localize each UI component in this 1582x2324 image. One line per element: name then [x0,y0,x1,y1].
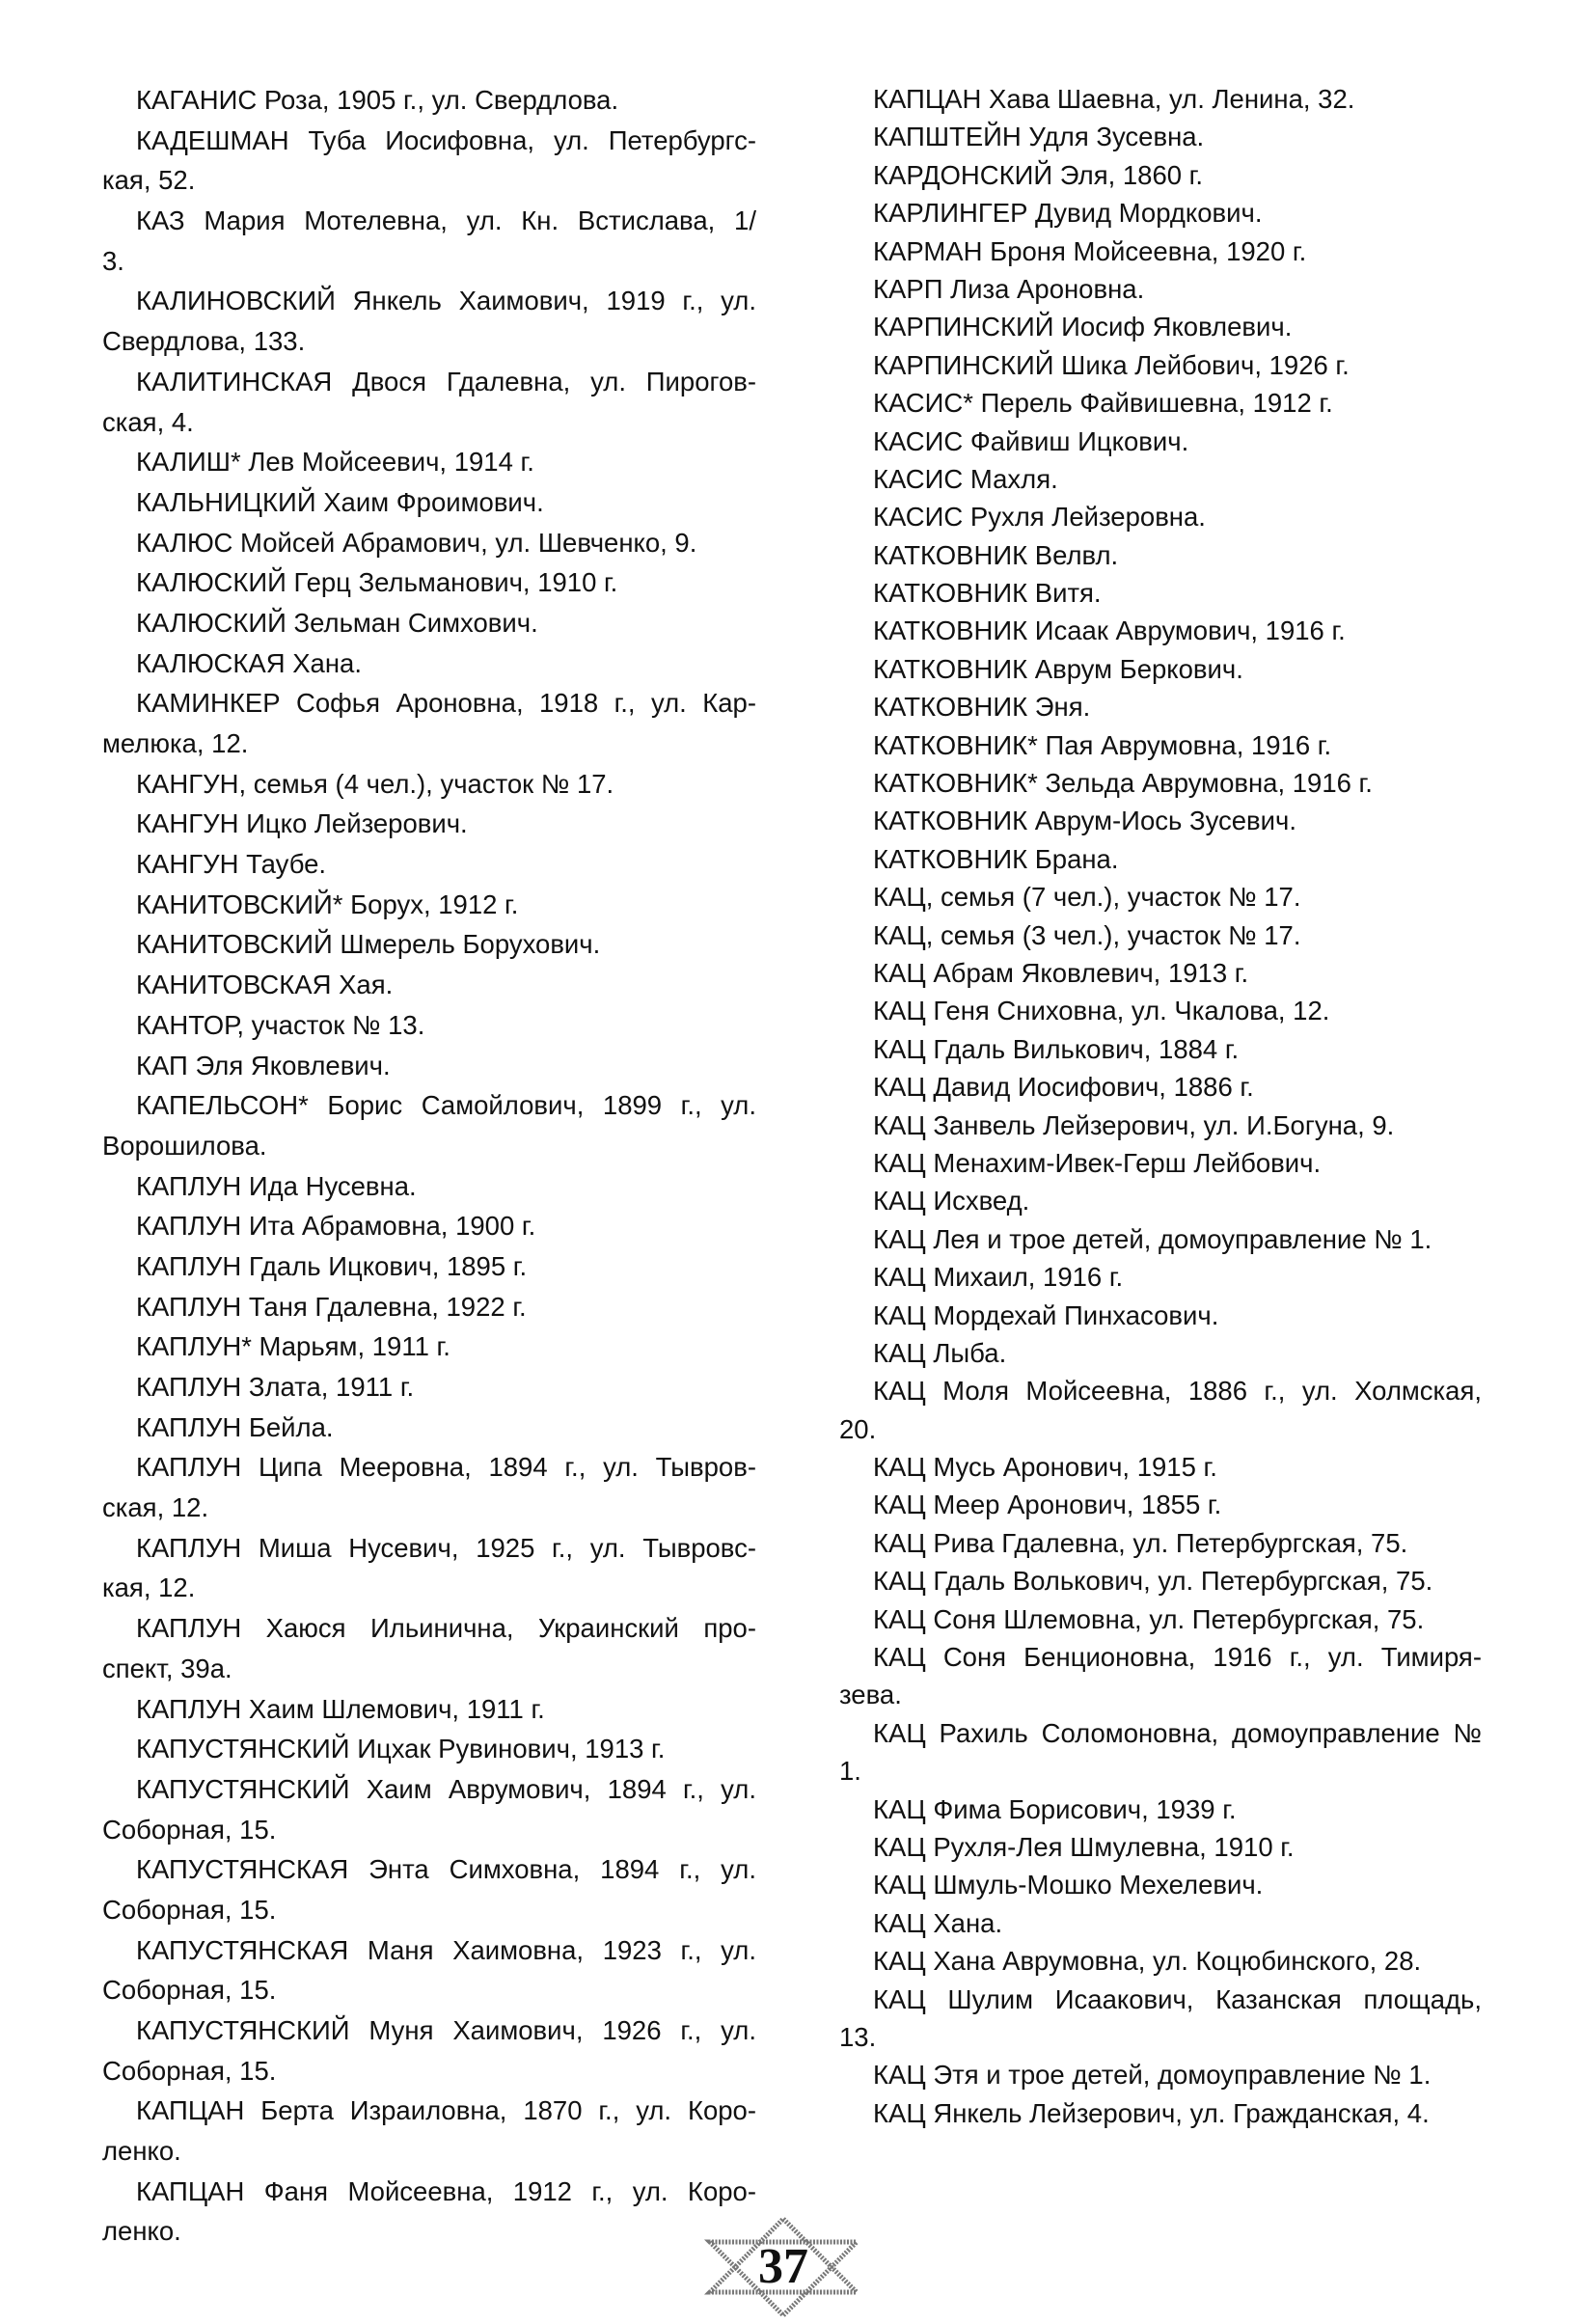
entry-line: КАПЦАН Фаня Мойсеевна, 1912 г., ул. Коро- [136,2175,756,2206]
entry [102,804,756,844]
entry [839,270,1482,308]
entry-continuation-line: мелюка, 12. [102,728,249,758]
entry [839,1828,1482,1866]
entry [839,1866,1482,1903]
entry-line: КАЦ Лыба. [873,1337,1007,1368]
entry-line: КАТКОВНИК Витя. [873,578,1102,609]
entry-continuation-line: 20. [839,1413,877,1444]
entry-line: КАПЛУН Ципа Мееровна, 1894 г., ул. Тывров- [136,1452,756,1483]
entry-line: КАСИС Рухля Лейзеровна. [873,502,1206,533]
entry-line: КАПУСТЯНСКАЯ Маня Хаимовна, 1923 г., ул. [136,1934,756,1965]
entry-line: КАЦ Гдаль Вилькович, 1884 г. [873,1033,1240,1064]
entry-line: КАСИС* Перель Файвишевна, 1912 г. [873,388,1333,419]
entry-line: КАГАНИС Роза, 1905 г., ул. Свердлова. [136,85,619,115]
entry [102,1246,756,1287]
entry [102,2172,756,2252]
entry [102,362,756,442]
page-number: 37 [758,2239,808,2294]
entry-line: КАЛИШ* Лев Мойсеевич, 1914 г. [136,447,534,478]
entry [839,1107,1482,1144]
entry-line: КАПУСТЯНСКАЯ Энта Симховна, 1894 г., ул. [136,1854,756,1885]
entry-line: КАЦ Этя и трое детей, домоуправление № 1. [873,2060,1432,2091]
entry-line: КАЦ Хана Аврумовна, ул. Коцюбинского, 28. [873,1946,1422,1977]
entry [839,118,1482,155]
entry-line: КАСИС Файвиш Ицкович. [873,425,1189,456]
entry-line: КАЦ Занвель Лейзерович, ул. И.Богуна, 9. [873,1109,1395,1140]
entry-line: КАТКОВНИК Аврум-Иось Зусевич. [873,806,1296,836]
entry-line: КАДЕШМАН Туба Иосифовна, ул. Петербургс- [136,124,756,155]
entry [102,1408,756,1448]
entry-line: КАЦ Янкель Лейзерович, ул. Гражданская, 4. [873,2097,1430,2128]
entry [839,1334,1482,1372]
entry [102,1085,756,1165]
entry-continuation-line: Ворошилова. [102,1130,267,1161]
entry [102,442,756,482]
left-column [102,80,756,2252]
entry [839,1297,1482,1334]
entry-line: КАЦ Абрам Яковлевич, 1913 г. [873,957,1249,988]
entry-line: КАЦ Исхвед. [873,1186,1030,1217]
entry-line: КАЛЮС Мойсей Абрамович, ул. Шевченко, 9. [136,527,697,558]
entry [839,574,1482,612]
entry [102,2091,756,2171]
entry [839,423,1482,460]
entry-line: КАПЛУН Хаим Шлемович, 1911 г. [136,1693,545,1724]
entry-line: КАЦ Геня Сниховна, ул. Чкалова, 12. [873,996,1330,1026]
entry-line: КАЦ Моля Мойсеевна, 1886 г., ул. Холмская, [873,1376,1482,1407]
entry-line: КАЦ Меер Аронович, 1855 г. [873,1490,1222,1520]
entry [839,612,1482,649]
entry-continuation-line: Соборная, 15. [102,1894,277,1925]
entry [839,308,1482,345]
entry [839,1904,1482,1942]
entry-line: КАЦ Гдаль Волькович, ул. Петербургская, 75. [873,1566,1433,1597]
entry-line: КАЛИНОВСКИЙ Янкель Хаимович, 1919 г., ул. [136,286,756,316]
entry [102,1287,756,1327]
entry [102,1005,756,1046]
entry-line: КАРПИНСКИЙ Шика Лейбович, 1926 г. [873,349,1350,380]
entry [839,650,1482,688]
entry-line: КАТКОВНИК Аврум Беркович. [873,653,1243,684]
entry [839,194,1482,232]
entry [839,1182,1482,1219]
entry-continuation-line: 3. [102,245,124,276]
entry-line: КАЦ Шмуль-Мошко Мехелевич. [873,1870,1264,1900]
entry [839,156,1482,194]
entry [839,1562,1482,1599]
entry-continuation-line: зева. [839,1680,902,1710]
entry-line: КАТКОВНИК Велвл. [873,539,1119,570]
entry [839,1144,1482,1182]
entry [839,992,1482,1029]
entry-line: КАНИТОВСКИЙ* Борух, 1912 г. [136,889,519,919]
entry-line: КАЛЮСКАЯ Хана. [136,647,362,678]
entry-line: КАПШТЕЙН Удля Зусевна. [873,122,1205,152]
entry-line: КАПЛУН Хаюся Ильинична, Украинский про- [136,1613,756,1644]
entry-line: КАПУСТЯНСКИЙ Хаим Аврумович, 1894 г., ул. [136,1773,756,1804]
entry-continuation-line: Соборная, 15. [102,1814,277,1845]
entry [839,688,1482,725]
entry-continuation-line: кая, 12. [102,1572,196,1603]
entry-continuation-line: ская, 12. [102,1492,209,1523]
entry-continuation-line: Соборная, 15. [102,2055,277,2086]
entry-line: КАПЦАН Берта Израиловна, 1870 г., ул. Коро- [136,2095,756,2126]
entry-line: КАПЛУН Миша Нусевич, 1925 г., ул. Тывровс- [136,1532,756,1563]
entry [839,1258,1482,1296]
entry [102,764,756,805]
entry [839,1600,1482,1638]
entry [839,1448,1482,1486]
entry [102,2010,756,2091]
entry-line: КАПЛУН Ида Нусевна. [136,1170,417,1201]
entry [102,1166,756,1207]
entry [102,603,756,643]
entry-line: КАП Эля Яковлевич. [136,1050,391,1080]
entry [839,1791,1482,1828]
entry-line: КАНГУН Ицко Лейзерович. [136,808,468,839]
entry [102,1326,756,1367]
entry [102,1528,756,1608]
entry-line: КАНГУН Таубе. [136,849,327,880]
entry [102,562,756,603]
entry-line: КАЦ Хана. [873,1907,1003,1938]
entry [102,80,756,121]
entry [839,1220,1482,1258]
entry-line: КАПЛУН Злата, 1911 г. [136,1372,415,1402]
entry-line: КАТКОВНИК Исаак Аврумович, 1916 г. [873,615,1346,646]
entry [839,916,1482,954]
entry-line: КАЦ Фима Борисович, 1939 г. [873,1793,1237,1824]
entry-line: КАТКОВНИК* Пая Аврумовна, 1916 г. [873,729,1332,760]
entry [102,965,756,1005]
entry-continuation-line: Соборная, 15. [102,1975,277,2006]
entry [839,2094,1482,2132]
entry-line: КАПЛУН Бейла. [136,1411,334,1442]
entry-line: КАНТОР, участок № 13. [136,1009,425,1040]
entry-continuation-line: кая, 52. [102,165,196,196]
entry-line: КАРДОНСКИЙ Эля, 1860 г. [873,159,1203,190]
entry [839,954,1482,992]
entry [839,1638,1482,1714]
entry [839,384,1482,422]
entry [839,1486,1482,1523]
entry [102,482,756,523]
entry [102,885,756,925]
entry [839,726,1482,764]
entry [839,878,1482,916]
entry [839,802,1482,839]
right-column [839,80,1482,2132]
entry-line: КАЗ Мария Мотелевна, ул. Кн. Встислава, 1/ [136,205,756,236]
entry-line: КАРМАН Броня Мойсеевна, 1920 г. [873,235,1307,266]
entry [102,523,756,563]
entry-continuation-line: ленко. [102,2216,181,2247]
entry-line: КАСИС Махля. [873,463,1058,494]
entry [102,201,756,281]
entry [839,1068,1482,1106]
entry [839,1981,1482,2057]
entry-line: КАНИТОВСКАЯ Хая. [136,970,394,1000]
entry [102,121,756,201]
entry-line: КАЦ Шулим Исаакович, Казанская площадь, [873,1983,1482,2014]
entry-continuation-line: Свердлова, 133. [102,326,306,357]
entry [839,536,1482,574]
entry [102,281,756,361]
entry-line: КАЦ, семья (3 чел.), участок № 17. [873,919,1301,950]
entry [839,1030,1482,1068]
entry-line: КАЦ Давид Иосифович, 1886 г. [873,1072,1254,1103]
entry-line: КАЦ Рахиль Соломоновна, домоуправление № [873,1717,1482,1748]
entry-line: КАТКОВНИК Брана. [873,843,1119,874]
entry-line: КАПЛУН Ита Абрамовна, 1900 г. [136,1211,536,1242]
entry [839,840,1482,878]
entry [839,80,1482,118]
entry-line: КАЦ Соня Бенционовна, 1916 г., ул. Тимиря- [873,1642,1482,1673]
entry-line: КАЦ Рухля-Лея Шмулевна, 1910 г. [873,1831,1295,1862]
entry [839,460,1482,498]
entry-line: КАЦ Соня Шлемовна, ул. Петербургская, 75. [873,1603,1425,1634]
entry-line: КАЦ Рива Гдалевна, ул. Петербургская, 75. [873,1527,1408,1558]
entry [102,683,756,763]
entry [839,232,1482,270]
entry [839,764,1482,802]
entry-line: КАРП Лиза Ароновна. [873,273,1145,304]
entry-continuation-line: 1. [839,1756,861,1787]
entry [102,1046,756,1086]
entry [102,1930,756,2010]
entry-continuation-line: ская, 4. [102,406,194,437]
entry-line: КАЦ, семья (7 чел.), участок № 17. [873,882,1301,913]
entry [102,1849,756,1929]
entry [102,1689,756,1730]
entry-line: КАПЛУН Гдаль Ицкович, 1895 г. [136,1250,528,1281]
page-number-ornament [703,2215,863,2319]
entry-line: КАРПИНСКИЙ Иосиф Яковлевич. [873,312,1293,342]
entry [102,1206,756,1246]
entry-line: КАРЛИНГЕР Дувид Мордкович. [873,198,1263,229]
entry [102,1608,756,1688]
entry-line: КАПУСТЯНСКИЙ Ицхак Рувинович, 1913 г. [136,1734,666,1764]
entry [102,1447,756,1527]
entry [102,643,756,684]
entry-line: КАТКОВНИК Эня. [873,692,1091,723]
entry-line: КАТКОВНИК* Зельда Аврумовна, 1916 г. [873,768,1373,799]
entry [102,1367,756,1408]
entry-line: КАПЛУН* Марьям, 1911 г. [136,1331,450,1362]
entry [839,1942,1482,1980]
entry-line: КАЦ Мусь Аронович, 1915 г. [873,1452,1217,1483]
entry-line: КАЛИТИНСКАЯ Двося Гдалевна, ул. Пирогов- [136,366,756,396]
entry-line: КАЦ Менахим-Ивек-Герш Лейбович. [873,1147,1322,1178]
entry [839,1714,1482,1791]
entry [102,844,756,885]
entry-line: КАПЦАН Хава Шаевна, ул. Ленина, 32. [873,84,1355,114]
entry [839,2056,1482,2093]
entry-line: КАПЕЛЬСОН* Борис Самойлович, 1899 г., ул. [136,1090,756,1121]
entry-line: КАМИНКЕР Софья Ароновна, 1918 г., ул. Кар- [136,688,756,719]
entry-line: КАЦ Мордехай Пинхасович. [873,1299,1219,1330]
entry-continuation-line: 13. [839,2021,877,2052]
entry-line: КАЛЬНИЦКИЙ Хаим Фроимович. [136,486,544,517]
entry-line: КАНИТОВСКИЙ Шмерель Борухович. [136,929,601,960]
entry [839,1372,1482,1448]
entry [839,1524,1482,1562]
entry-line: КАНГУН, семья (4 чел.), участок № 17. [136,768,614,799]
entry-continuation-line: спект, 39а. [102,1653,232,1683]
entry [102,1729,756,1769]
entry-line: КАПЛУН Таня Гдалевна, 1922 г. [136,1291,527,1322]
entry [102,924,756,965]
entry [102,1769,756,1849]
entry-line: КАПУСТЯНСКИЙ Муня Хаимович, 1926 г., ул. [136,2015,756,2045]
entry [839,346,1482,384]
entry-continuation-line: ленко. [102,2136,181,2167]
entry-line: КАЛЮСКИЙ Герц Зельманович, 1910 г. [136,567,618,598]
entry-line: КАЦ Лея и трое детей, домоуправление № 1. [873,1223,1432,1254]
entry-line: КАЦ Михаил, 1916 г. [873,1262,1124,1293]
entry-line: КАЛЮСКИЙ Зельман Симхович. [136,607,538,638]
entry [839,498,1482,535]
